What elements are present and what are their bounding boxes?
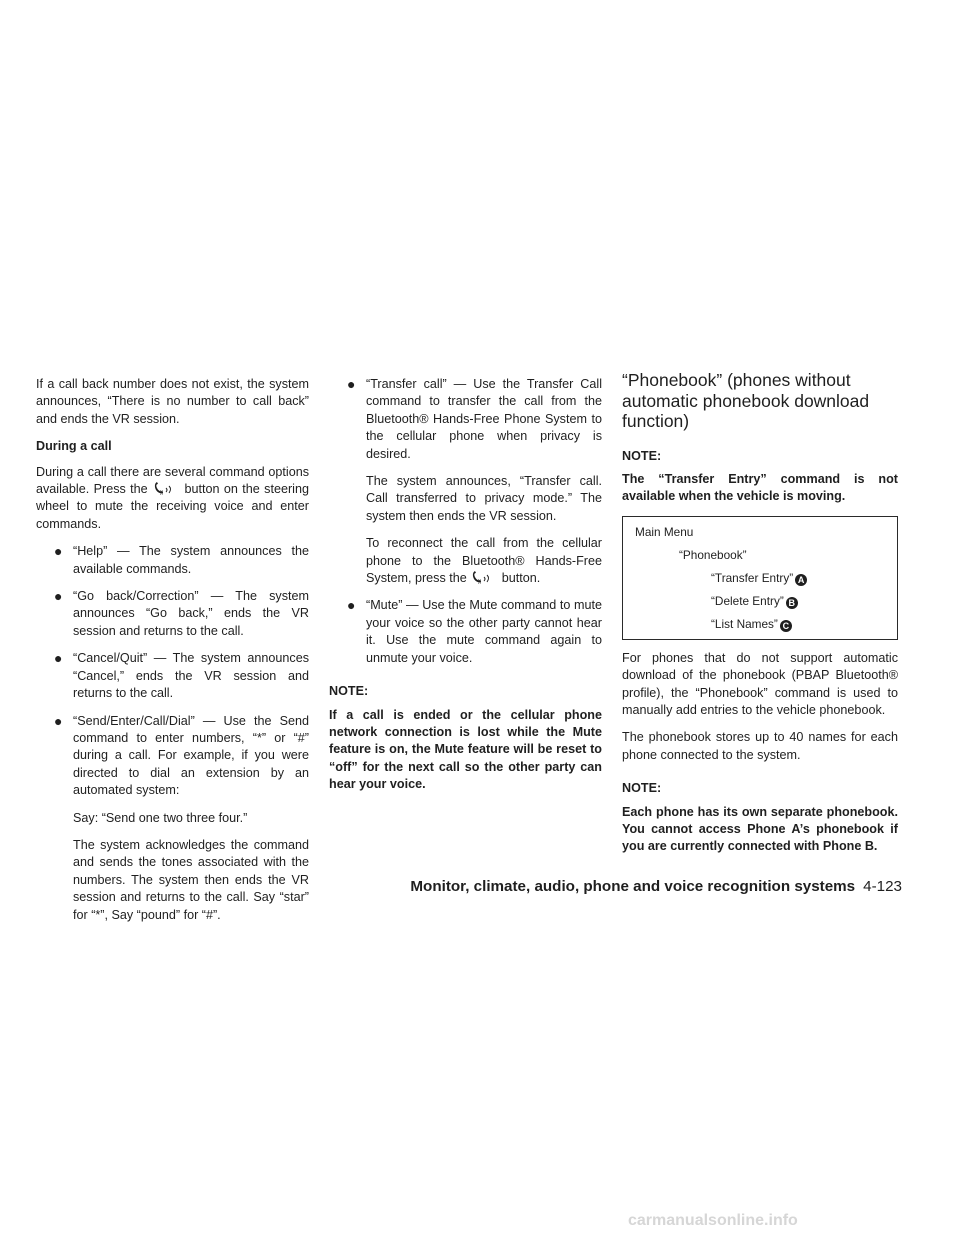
page-footer <box>410 878 902 895</box>
svg-text:)): )) <box>160 490 164 496</box>
bullet-dot: ● <box>54 588 63 605</box>
menu-item-delete-entry <box>635 590 887 613</box>
note-text: The “Transfer Entry” command is not available when the vehicle is moving. <box>622 471 898 504</box>
bullet-text: “Send/Enter/Call/Dial” — Use the Send command to enter numbers, “*” or “#” during a call. For example, if you were directed to dial an extension by an automated system: <box>73 713 309 798</box>
note-label: NOTE: <box>622 781 662 796</box>
bullet-text: “Help” — The system announces the available commands. <box>73 544 309 576</box>
note-label: NOTE: <box>329 684 369 699</box>
bullet-text: “Transfer call” — Use the Transfer Call command to transfer the call from the Bluetooth® Hands-Free Phone System to the cellular phone when privacy is desired. <box>366 377 602 461</box>
svg-text:)): )) <box>478 579 482 585</box>
say-example: Say: “Send one two three four.” <box>73 810 248 825</box>
reconnect-text-b: button. <box>501 571 541 586</box>
note-text: If a call is ended or the cellular phone network connection is lost while the Mute feature is on, the Mute feature will be reset to “off” for the next call so the other party can hear your voice. <box>329 707 602 792</box>
callout-marker-a: A <box>795 574 807 586</box>
note-label: NOTE: <box>622 448 662 463</box>
reconnect-text-a: To reconnect the call from the cellular phone to the Bluetooth® Hands-Free System, press the <box>366 536 602 586</box>
bullet-text: “Go back/Correction” — The system announces “Go back,” ends the VR session and returns to the call. <box>73 589 309 638</box>
bullet-text: “Mute” — Use the Mute command to mute your voice so the other party cannot hear it. Use the mute command again to unmute your voice. <box>366 598 602 665</box>
menu-item-label: “Delete Entry” <box>711 593 784 608</box>
bullet-dot: ● <box>347 376 356 392</box>
menu-item-label: “Transfer Entry” <box>711 570 794 585</box>
bullet-help <box>36 543 309 578</box>
menu-item-list-names <box>635 613 887 636</box>
column-middle <box>329 376 602 804</box>
note-text: Each phone has its own separate phonebook. You cannot access Phone A’s phonebook if you are currently connected with Phone B. <box>622 804 898 854</box>
column-left <box>36 376 309 934</box>
bullet-cancel <box>36 650 309 702</box>
callout-marker-c: C <box>780 620 792 632</box>
bullet-dot: ● <box>347 597 356 614</box>
menu-root: Main Menu <box>635 524 694 539</box>
bullet-transfer-call <box>329 376 602 463</box>
bullet-dot: ● <box>54 650 63 667</box>
phone-voice-icon <box>152 481 180 495</box>
menu-phonebook: “Phonebook” <box>679 547 747 562</box>
reconnect-paragraph <box>329 535 602 587</box>
bullet-text: “Cancel/Quit” — The system announces “Cancel,” ends the VR session and returns to the call. <box>73 651 309 701</box>
menu-item-label: “List Names” <box>711 616 778 631</box>
intro-paragraph: If a call back number does not exist, the system announces, “There is no number to call back” and ends the VR session. <box>36 377 309 426</box>
during-call-text-a: During a call there are several command options available. Press the <box>36 464 309 497</box>
acknowledge-paragraph: The system acknowledges the command and sends the tones associated with the numbers. The system then ends the VR session and returns to the call. Say “star” for “*”, Say “pound” for “#”. <box>73 837 309 922</box>
phonebook-paragraph-2: The phonebook stores up to 40 names for each phone connected to the system. <box>622 730 898 762</box>
section-title: “Phonebook” (phones without automatic phonebook download function) <box>622 370 870 431</box>
transfer-announce: The system announces, “Transfer call. Call transferred to privacy mode.” The system then ends the VR session. <box>366 474 602 523</box>
column-right <box>622 370 898 866</box>
phone-voice-icon <box>470 570 498 584</box>
menu-item-transfer-entry <box>635 567 887 590</box>
watermark: carmanualsonline.info <box>628 1212 798 1229</box>
footer-section-title: Monitor, climate, audio, phone and voice recognition systems <box>410 878 856 895</box>
during-call-heading: During a call <box>36 439 112 454</box>
bullet-dot: ● <box>54 543 63 560</box>
bullet-go-back <box>36 588 309 640</box>
page-number: 4-123 <box>863 878 902 895</box>
during-call-text-b: button on the steering wheel to mute the receiving voice and enter commands. <box>36 482 309 531</box>
callout-marker-b: B <box>786 597 798 609</box>
bullet-dot: ● <box>54 712 63 729</box>
phonebook-paragraph-1: For phones that do not support automatic download of the phonebook (PBAP Bluetooth® profile), the “Phonebook” command is used to manually add entries to the vehicle phonebook. <box>622 650 898 717</box>
during-call-paragraph <box>36 464 309 534</box>
bullet-send <box>36 713 309 800</box>
menu-tree-box <box>622 516 898 640</box>
bullet-mute <box>329 597 602 667</box>
